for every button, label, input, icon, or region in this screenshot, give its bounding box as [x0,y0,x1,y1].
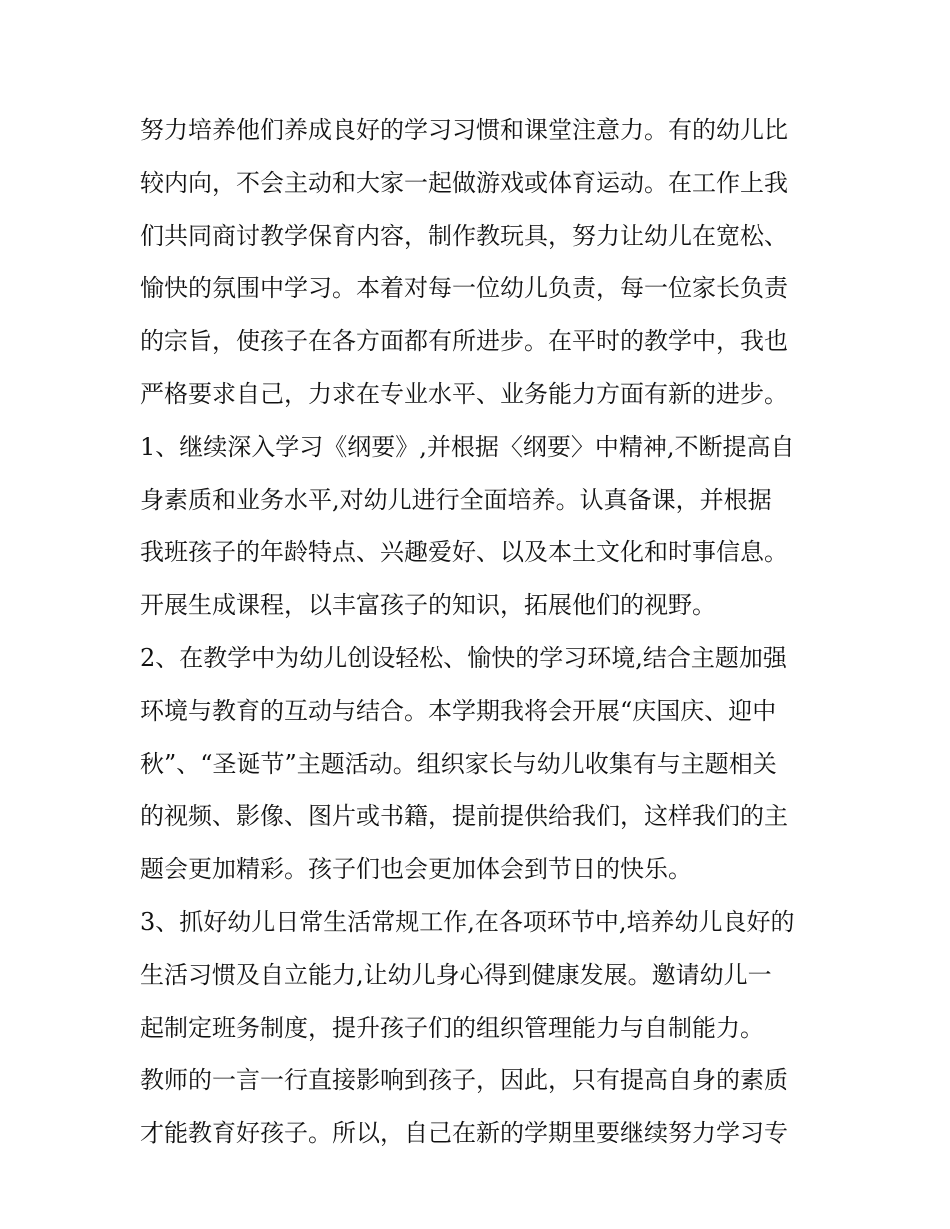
text-line: 们共同商讨教学保育内容，制作教玩具，努力让幼儿在宽松、 [140,221,788,250]
text-line: 2、在教学中为幼儿创设轻松、愉快的学习环境,结合主题加强 [140,643,787,672]
text-line: 教师的一言一行直接影响到孩子，因此，只有提高自身的素质 [140,1066,788,1095]
text-line: 严格要求自己，力求在专业水平、业务能力方面有新的进步。 [140,379,788,408]
text-line: 1、继续深入学习《纲要》,并根据〈纲要〉中精神,不断提高自 [140,432,795,461]
text-line: 身素质和业务水平,对幼儿进行全面培养。认真备课，并根据 [140,485,772,514]
text-line: 开展生成课程，以丰富孩子的知识，拓展他们的视野。 [140,591,716,620]
text-line: 的宗旨，使孩子在各方面都有所进步。在平时的教学中，我也 [140,327,788,356]
text-line: 生活习惯及自立能力,让幼儿身心得到健康发展。邀请幼儿一 [140,960,772,989]
text-line: 秋”、“圣诞节”主题活动。组织家长与幼儿收集有与主题相关 [140,749,777,778]
text-line: 题会更加精彩。孩子们也会更加体会到节日的快乐。 [140,855,692,884]
text-line: 努力培养他们养成良好的学习习惯和课堂注意力。有的幼儿比 [140,116,788,144]
text-line: 较内向，不会主动和大家一起做游戏或体育运动。在工作上我 [140,168,788,197]
text-line: 环境与教育的互动与结合。本学期我将会开展“庆国庆、迎中 [140,696,777,725]
text-line: 的视频、影像、图片或书籍，提前提供给我们，这样我们的主 [140,802,788,831]
text-line: 3、抓好幼儿日常生活常规工作,在各项环节中,培养幼儿良好的 [140,907,795,936]
text-line: 愉快的氛围中学习。本着对每一位幼儿负责，每一位家长负责 [140,274,788,303]
text-line: 我班孩子的年龄特点、兴趣爱好、以及本土文化和时事信息。 [140,538,788,567]
text-line: 才能教育好孩子。所以，自己在新的学期里要继续努力学习专 [140,1119,788,1148]
body-text [140,104,820,1160]
text-line: 起制定班务制度，提升孩子们的组织管理能力与自制能力。 [140,1013,764,1042]
